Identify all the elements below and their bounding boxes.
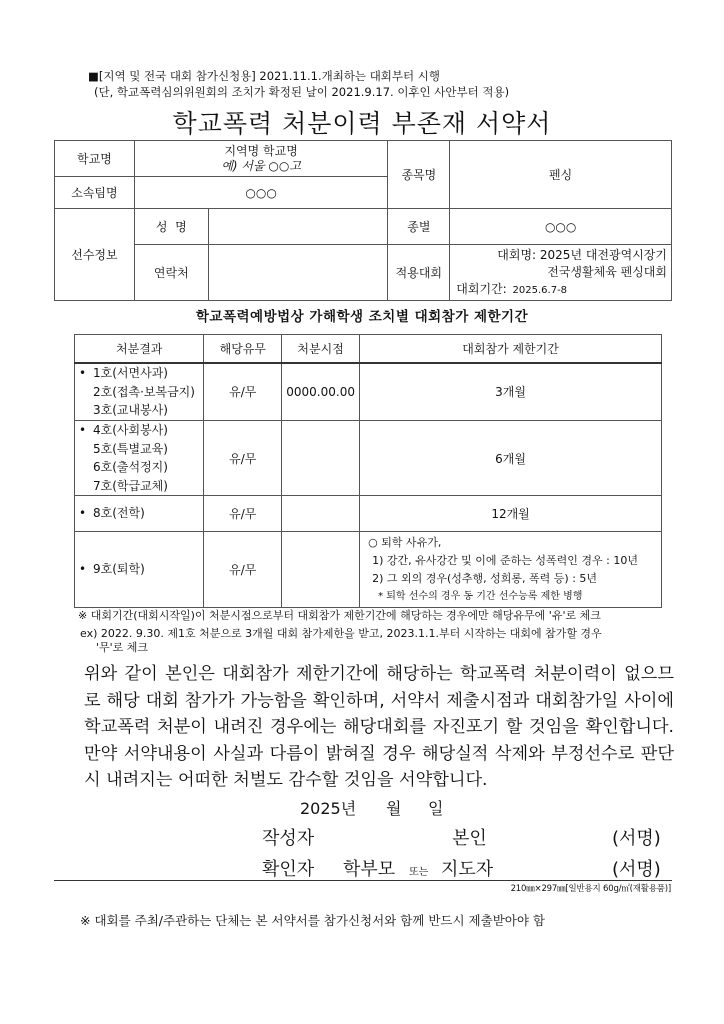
has-value[interactable]: 유/무 xyxy=(204,532,282,608)
period-value: 12개월 xyxy=(360,496,662,532)
header-date: 처분시점 xyxy=(282,335,360,363)
note-1: ※ 대회기간(대회시작일)이 처분시점으로부터 대회참가 제한기간에 해당하는 경우에만 해당유무에 '유'로 체크 xyxy=(78,609,601,622)
school-label: 학교명 xyxy=(55,141,135,177)
note-3: '무'로 체크 xyxy=(96,641,149,654)
measure-item: 3호(교내봉사) xyxy=(93,403,168,417)
date-value[interactable] xyxy=(282,532,360,608)
table-row xyxy=(75,363,662,421)
expulsion-line: 1) 강간, 유사강간 및 이에 준하는 성폭력인 경우 : 10년 xyxy=(372,553,638,567)
measure-item: 4호(사회봉사) xyxy=(93,423,168,437)
date-value[interactable]: 0000.00.00 xyxy=(282,363,360,421)
writer-label: 작성자 xyxy=(262,828,315,849)
date-value[interactable] xyxy=(282,496,360,532)
competition-name-1: 대회명: 2025년 대전광역시장기 xyxy=(497,248,667,262)
page-title: 학교폭력 처분이력 부존재 서약서 xyxy=(172,109,552,138)
table-row xyxy=(75,532,662,608)
table-row xyxy=(75,496,662,532)
applicant-form-table xyxy=(54,140,672,301)
expulsion-line: 2) 그 외의 경우(성추행, 성희롱, 폭력 등) : 5년 xyxy=(372,571,598,585)
competition-period-label: 대회기간: xyxy=(456,282,507,296)
confirm-coach: 지도자 xyxy=(441,859,494,880)
restriction-table xyxy=(74,334,662,608)
expulsion-line: * 퇴학 선수의 경우 동 기간 선수능록 제한 병행 xyxy=(378,590,583,602)
pledge-text: 위와 같이 본인은 대회참가 제한기간에 해당하는 학교폭력 처분이력이 없으므로 해당 대회 참가가 가능함을 확인하며, 서약서 제출시점과 대회참가일 사이에 학교폭력 처분이 내려진 경우에는 해당대회를 자진포기 할 것임을 확인합니다. 만약 서약내용이 사실과 다름이 밝혀질 경우 해당실적 삭제와 부정선수로 판단 시 내려지는 어떠한 처벌도 감수할 것임을 서약합니다. xyxy=(84,664,674,790)
header-has: 해당유무 xyxy=(204,335,282,363)
writer-sign[interactable]: (서명) xyxy=(612,828,661,849)
measure-item: 7호(학급교체) xyxy=(93,478,168,493)
period-value: 3개월 xyxy=(360,363,662,421)
competition-name-2: 전국생활체육 펜싱대회 xyxy=(547,265,667,279)
expulsion-line: ○ 퇴학 사유가, xyxy=(368,535,442,549)
confirm-or: 또는 xyxy=(409,867,429,878)
team-label: 소속팀명 xyxy=(55,177,135,209)
has-value[interactable]: 유/무 xyxy=(204,363,282,421)
competition-period-value: 2025.6.7-8 xyxy=(512,285,568,296)
school-field[interactable] xyxy=(134,141,388,177)
measure-item: 5호(특별교육) xyxy=(93,441,168,456)
event-label: 종별 xyxy=(388,209,450,245)
school-example: 예) 서울 ○○고 xyxy=(221,158,301,173)
measure-item: 6호(출석정지) xyxy=(93,460,168,474)
period-value: 6개월 xyxy=(360,421,662,496)
measure-item: 1호(서면사과) xyxy=(93,366,168,380)
measure-list: • 8호(전학) xyxy=(75,496,204,532)
expulsion-period xyxy=(360,532,662,608)
measure-list: • 9호(퇴학) xyxy=(75,532,204,608)
date-month[interactable]: 월 xyxy=(386,799,402,818)
name-label: 성 명 xyxy=(134,209,208,245)
sport-value[interactable]: 펜싱 xyxy=(450,141,672,209)
restriction-title: 학교폭력예방법상 가해학생 조치별 대회참가 제한기간 xyxy=(195,309,529,325)
has-value[interactable]: 유/무 xyxy=(204,421,282,496)
measure-item: 8호(전학) xyxy=(93,506,145,521)
measure-list: • 1호(서면사과) 2호(접촉·보복금지) 3호(교내봉사) xyxy=(75,363,204,421)
contact-label: 연락처 xyxy=(134,245,208,301)
confirm-label: 확인자 xyxy=(262,859,315,880)
header-period: 대회참가 제한기간 xyxy=(360,335,662,363)
name-field[interactable] xyxy=(208,209,388,245)
school-hint: 지역명 학교명 xyxy=(224,143,298,158)
has-value[interactable]: 유/무 xyxy=(204,496,282,532)
paper-spec: 210㎜×297㎜[일반용지 60g/㎡(재활용품)] xyxy=(510,884,671,894)
confirm-sign[interactable]: (서명) xyxy=(612,859,661,880)
sport-label: 종목명 xyxy=(388,141,450,209)
date-day[interactable]: 일 xyxy=(428,799,444,818)
team-value[interactable]: ○○○ xyxy=(134,177,388,209)
header-result: 처분결과 xyxy=(75,335,204,363)
measure-item: 2호(접촉·보복금지) xyxy=(93,384,195,399)
table-row xyxy=(75,421,662,496)
header-line-2: (단, 학교폭력심의위원회의 조치가 확정된 날이 2021.9.17. 이후인 사안부터 적용) xyxy=(94,85,510,99)
date-value[interactable] xyxy=(282,421,360,496)
competition-cell xyxy=(450,245,672,301)
confirm-parent: 학부모 xyxy=(343,859,396,880)
divider xyxy=(54,880,672,881)
competition-label: 적용대회 xyxy=(388,245,450,301)
athlete-info-label: 선수정보 xyxy=(55,209,135,301)
header-line-1: ■[지역 및 전국 대회 참가신청용] 2021.11.1.개최하는 대회부터 시행 xyxy=(88,69,441,83)
footnote: ※ 대회를 주최/주관하는 단체는 본 서약서를 참가신청서와 함께 반드시 제출받아야 함 xyxy=(80,913,545,928)
event-value[interactable]: ○○○ xyxy=(450,209,672,245)
measure-list: • 4호(사회봉사) 5호(특별교육) 6호(출석정지) 7호(학급교체) xyxy=(75,421,204,496)
measure-item: 9호(퇴학) xyxy=(93,562,145,577)
note-2: ex) 2022. 9.30. 제1호 처분으로 3개월 대회 참가제한을 받고, 2023.1.1.부터 시작하는 대회에 참가할 경우 xyxy=(80,627,602,640)
contact-field[interactable] xyxy=(208,245,388,301)
date-year: 2025년 xyxy=(300,799,357,818)
writer-who: 본인 xyxy=(452,828,487,849)
